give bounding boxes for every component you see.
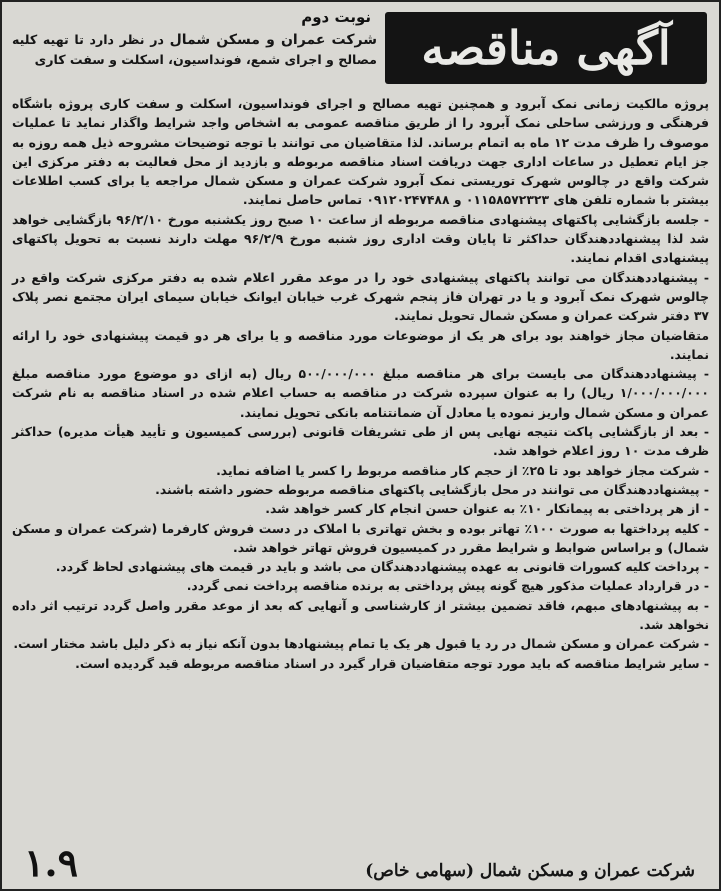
intro-rest: در نظر دارد تا تهیه کلیه مصالح و اجرای شمع، فونداسیون، اسکلت و سفت کاری bbox=[12, 32, 377, 67]
notice-logo: آگهی مناقصه bbox=[385, 12, 707, 84]
paragraph: - شرکت عمران و مسکن شمال در رد یا قبول هر یک یا تمام پیشنهادها بدون آنکه نیاز به ذکر دلیل باشد مختار است. bbox=[13, 636, 709, 652]
notice-code: ۱.۹ bbox=[24, 840, 79, 885]
paragraph: - پرداخت کلیه کسورات قانونی به عهده پیشنهاددهندگان می باشد و باید در قیمت های پیشنهادی لحاظ گردد. bbox=[55, 559, 709, 575]
paragraph: - جلسه بازگشایی پاکتهای پیشنهادی مناقصه مربوطه از ساعت ۱۰ صبح روز یکشنبه مورخ ۹۶/۲/۱۰ بازگشایی خواهد شد لذا پیشنهاددهندگان حداکثر تا پایان وقت اداری روز شنبه مورخ ۹۶/۲/۹ مهلت دارند نسبت به تحویل پاکتهای پیشنهادی اقدام نمایند. bbox=[12, 211, 709, 266]
notice-body bbox=[12, 94, 709, 843]
paragraph: متقاضیان مجاز خواهند بود برای هر یک از موضوعات مورد مناقصه و یا برای هر دو قیمت پیشنهادی خود را ارائه نمایند. bbox=[12, 327, 709, 362]
signature: شرکت عمران و مسکن شمال (سهامی خاص) bbox=[365, 861, 695, 881]
notice-header bbox=[10, 6, 711, 92]
paragraph: - شرکت مجاز خواهد بود تا ۲۵٪ از حجم کار مناقصه مربوط را کسر یا اضافه نماید. bbox=[216, 462, 709, 478]
paragraph: - پیشنهاددهندگان می بایست برای هر مناقصه مبلغ ۵۰۰/۰۰۰/۰۰۰ ریال (به ازای دو موضوع مورد مناقصه مبلغ ۱/۰۰۰/۰۰۰/۰۰۰ ریال) را به عنوان سپرده شرکت در مناقصه به حساب اعلام شده در اسناد مناقصه به نام شرکت عمران و مسکن شمال واریز نموده یا معادل آن ضمانتنامه بانکی تحویل نمایند. bbox=[12, 366, 709, 420]
paragraph: - بعد از بازگشایی پاکت نتیجه نهایی پس از طی تشریفات قانونی (بررسی کمیسیون و تأیید هیأت مدیره) حداکثر ظرف مدت ۱۰ روز اعلام خواهد شد. bbox=[12, 424, 709, 459]
paragraph: پروژه مالکیت زمانی نمک آبرود و همچنین تهیه مصالح و اجرای فونداسیون، اسکلت و سفت کاری پروژه باشگاه فرهنگی و ورزشی ساحلی نمک آبرود را از طریق مناقصه عمومی به اشخاص واجد شرایط واگذار نماید تا عملیات موصوف را ظرف مدت ۱۲ ماه به اتمام برساند. لذا متقاضیان می توانند با توجه توضیحات مشروحه ذیل همه روزه به جز ایام تعطیل در ساعات اداری جهت دریافت اسناد مناقصه مربوطه و بازدید از محل فعالیت به دفتر مرکزی این شرکت واقع در چالوس شهرک توریستی نمک آبرود شرکت عمران و مسکن شمال مراجعه یا برای کسب اطلاعات بیشتر با شماره تلفن های ۰۱۱۵۸۵۷۲۳۲۳ و ۰۹۱۲۰۲۴۷۴۸۸ تماس حاصل نمایند. bbox=[12, 96, 710, 208]
paragraph: - سایر شرایط مناقصه که باید مورد توجه متقاضیان قرار گیرد در اسناد مناقصه مربوطه قید گردیده است. bbox=[75, 655, 709, 671]
paragraph: - در قرارداد عملیات مذکور هیچ گونه پیش پرداختی به برنده مناقصه پرداخت نمی گردد. bbox=[186, 578, 709, 594]
paragraph: - به پیشنهادهای مبهم، فاقد تضمین بیشتر از کارشناسی و آنهایی که بعد از موعد مقرر واصل گردد ترتیب اثر داده نخواهد شد. bbox=[12, 597, 709, 633]
paragraph: - کلیه پرداختها به صورت ۱۰۰٪ تهاتر بوده و بخش تهاتری با املاک در دست فروش کارفرما (شرکت عمران و مسکن شمال) و براساس ضوابط و شرایط مقرر در کمیسیون فروش تهاتر خواهد شد. bbox=[12, 520, 709, 555]
round-label: نوبت دوم bbox=[301, 8, 371, 26]
paragraph: - از هر پرداختی به پیمانکار ۱۰٪ به عنوان حسن انجام کار کسر خواهد شد. bbox=[265, 501, 709, 517]
paragraph: - پیشنهاددهندگان می توانند پاکتهای پیشنهادی خود را در موعد مقرر اعلام شده به دفتر مرکزی شرکت واقع در چالوس شهرک نمک آبرود و یا در تهران فاز پنجم شهرک غرب خیابان ایوانک خیابان سیمای ایران مجتمع نصر پلاک ۳۷ دفتر شرکت عمران و مسکن شمال تحویل نمایند. bbox=[12, 269, 709, 324]
intro-text bbox=[12, 30, 377, 69]
paragraph: - پیشنهاددهندگان می توانند در محل بازگشایی پاکتهای مناقصه مربوطه حضور داشته باشند. bbox=[155, 481, 709, 497]
company-name: شرکت عمران و مسکن شمال bbox=[169, 32, 377, 48]
